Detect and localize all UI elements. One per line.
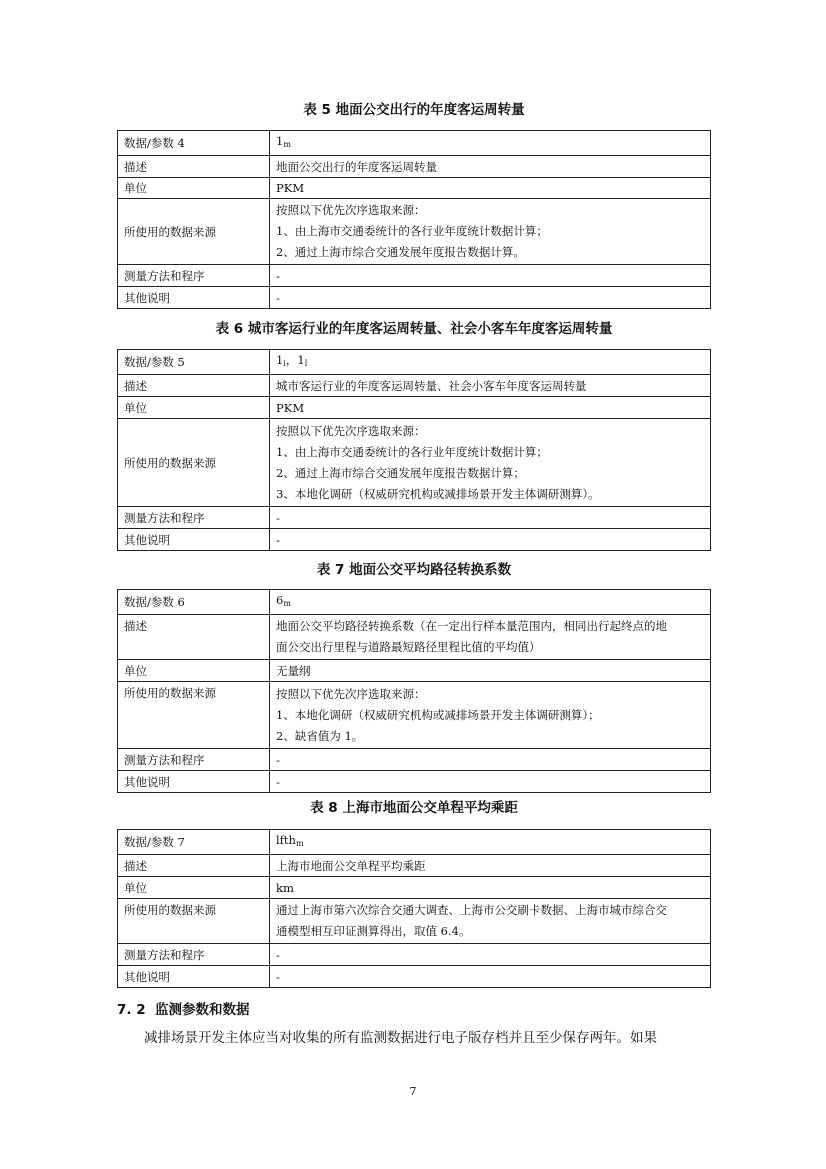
unit-value: PKM bbox=[270, 397, 711, 419]
unit-value: 无量纲 bbox=[270, 660, 711, 682]
desc-label: 描述 bbox=[118, 375, 270, 397]
method-label: 测量方法和程序 bbox=[118, 265, 270, 287]
param-label: 数据/参数 6 bbox=[118, 590, 270, 615]
table-6 bbox=[117, 349, 711, 551]
other-value: - bbox=[270, 529, 711, 551]
param-label: 数据/参数 5 bbox=[118, 350, 270, 375]
source-value: 按照以下优先次序选取来源： 1、由上海市交通委统计的各行业年度统计数据计算； 2、通过上海市综合交通发展年度报告数据计算。 bbox=[270, 199, 711, 265]
page-number: 7 bbox=[409, 1085, 417, 1098]
method-value: - bbox=[270, 507, 711, 529]
source-label: 所使用的数据来源 bbox=[118, 899, 270, 944]
section-heading bbox=[117, 998, 250, 1018]
other-value: - bbox=[270, 771, 711, 793]
unit-label: 单位 bbox=[118, 877, 270, 899]
desc-label: 描述 bbox=[118, 615, 270, 660]
param-label: 数据/参数 4 bbox=[118, 131, 270, 156]
unit-label: 单位 bbox=[118, 178, 270, 199]
unit-label: 单位 bbox=[118, 660, 270, 682]
other-label: 其他说明 bbox=[118, 529, 270, 551]
desc-label: 描述 bbox=[118, 156, 270, 178]
desc-value: 城市客运行业的年度客运周转量、社会小客车年度客运周转量 bbox=[270, 375, 711, 397]
table-5 bbox=[117, 130, 711, 309]
desc-value: 地面公交出行的年度客运周转量 bbox=[270, 156, 711, 178]
source-value: 按照以下优先次序选取来源： 1、本地化调研（权威研究机构或减排场景开发主体调研测算）； 2、缺省值为 1。 bbox=[270, 682, 711, 749]
table-7 bbox=[117, 589, 711, 793]
source-value: 通过上海市第六次综合交通大调查、上海市公交刷卡数据、上海市城市综合交 通模型相互印证测算得出，取值 6.4。 bbox=[270, 899, 711, 944]
desc-value: 上海市地面公交单程平均乘距 bbox=[270, 855, 711, 877]
method-value: - bbox=[270, 944, 711, 966]
param-symbol: lfth$_m$ bbox=[270, 830, 711, 855]
table-8 bbox=[117, 829, 711, 988]
method-value: - bbox=[270, 749, 711, 771]
unit-value: km bbox=[270, 877, 711, 899]
table-8-caption: 表 8 上海市地面公交单程平均乘距 bbox=[310, 800, 518, 816]
method-label: 测量方法和程序 bbox=[118, 507, 270, 529]
other-value: - bbox=[270, 287, 711, 309]
param-symbol: $6_m$ bbox=[270, 590, 711, 615]
other-label: 其他说明 bbox=[118, 966, 270, 988]
other-label: 其他说明 bbox=[118, 287, 270, 309]
section-number: 7. 2 bbox=[117, 1002, 146, 1018]
source-value: 按照以下优先次序选取来源： 1、由上海市交通委统计的各行业年度统计数据计算； 2、通过上海市综合交通发展年度报告数据计算； 3、本地化调研（权威研究机构或减排场景开发主体调研测算）。 bbox=[270, 419, 711, 507]
unit-value: PKM bbox=[270, 178, 711, 199]
table-6-caption: 表 6 城市客运行业的年度客运周转量、社会小客车年度客运周转量 bbox=[215, 321, 613, 337]
source-label: 所使用的数据来源 bbox=[118, 199, 270, 265]
param-label: 数据/参数 7 bbox=[118, 830, 270, 855]
method-label: 测量方法和程序 bbox=[118, 944, 270, 966]
param-symbol: $1_i$，$1_l$ bbox=[270, 350, 711, 375]
source-label: 所使用的数据来源 bbox=[118, 419, 270, 507]
unit-label: 单位 bbox=[118, 397, 270, 419]
desc-label: 描述 bbox=[118, 855, 270, 877]
table-5-caption: 表 5 地面公交出行的年度客运周转量 bbox=[303, 102, 525, 118]
desc-value: 地面公交平均路径转换系数（在一定出行样本量范围内，相同出行起终点的地 面公交出行里程与道路最短路径里程比值的平均值） bbox=[270, 615, 711, 660]
section-title: 监测参数和数据 bbox=[155, 1002, 250, 1018]
method-value: - bbox=[270, 265, 711, 287]
param-symbol: $1_m$ bbox=[270, 131, 711, 156]
other-value: - bbox=[270, 966, 711, 988]
table-7-caption: 表 7 地面公交平均路径转换系数 bbox=[316, 562, 512, 578]
other-label: 其他说明 bbox=[118, 771, 270, 793]
body-paragraph: 减排场景开发主体应当对收集的所有监测数据进行电子版存档并且至少保存两年。如果 bbox=[144, 1030, 657, 1046]
source-label: 所使用的数据来源 bbox=[118, 682, 270, 749]
method-label: 测量方法和程序 bbox=[118, 749, 270, 771]
